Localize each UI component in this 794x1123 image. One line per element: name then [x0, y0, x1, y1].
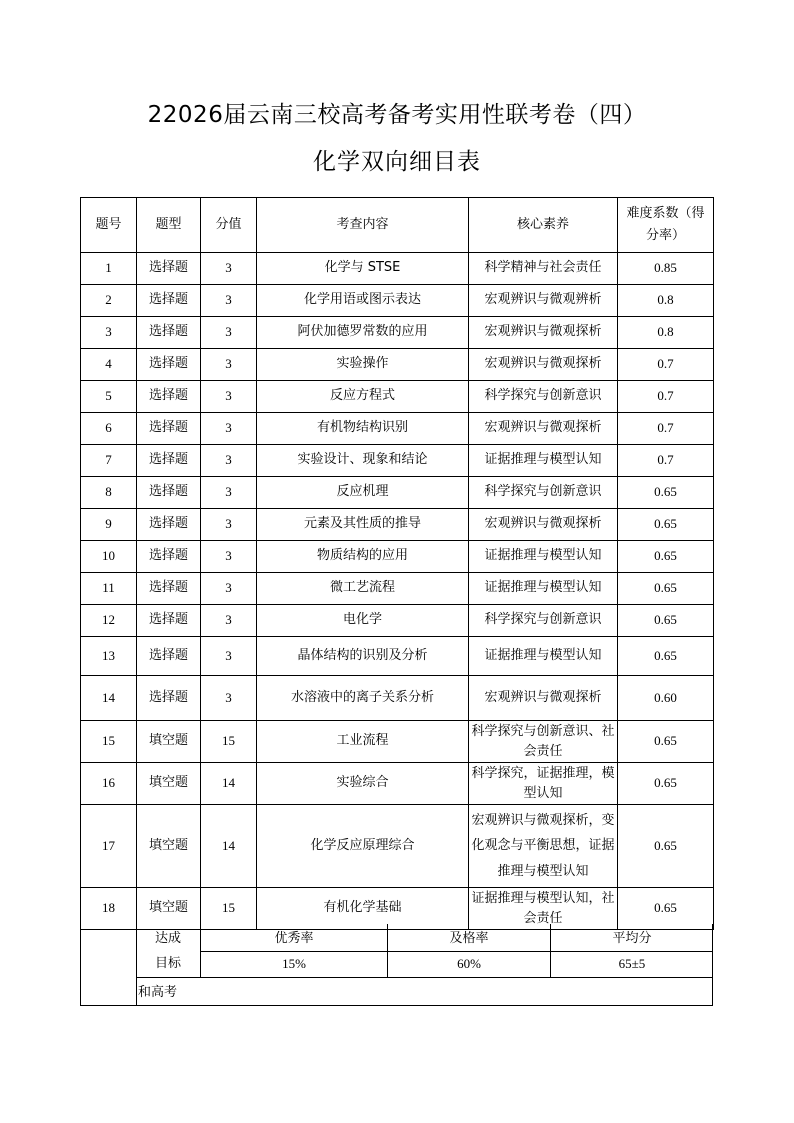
question-score: 3 [201, 285, 257, 317]
difficulty-value: 0.65 [618, 763, 714, 805]
question-score: 15 [201, 888, 257, 930]
pass-rate-label: 及格率 [387, 924, 550, 951]
question-score: 14 [201, 763, 257, 805]
header-core: 核心素养 [469, 198, 618, 253]
question-content: 实验综合 [257, 763, 469, 805]
core-literacy: 宏观辨识与微观探析 [469, 349, 618, 381]
question-type: 选择题 [137, 445, 201, 477]
core-literacy: 科学探究与创新意识、社会责任 [469, 721, 618, 763]
core-literacy: 宏观辨识与微观探析 [469, 676, 618, 721]
question-type: 选择题 [137, 477, 201, 509]
footer-blank-cell [81, 924, 137, 1005]
table-header-row [81, 198, 714, 253]
table-row [81, 285, 714, 317]
excellent-rate-value: 15% [200, 951, 387, 977]
table-row [81, 381, 714, 413]
question-content: 化学反应原理综合 [257, 805, 469, 888]
table-row [81, 349, 714, 381]
question-content: 化学与 STSE [257, 253, 469, 285]
question-type: 选择题 [137, 285, 201, 317]
question-content: 电化学 [257, 605, 469, 637]
core-literacy: 宏观辨识与微观探析，变化观念与平衡思想，证据推理与模型认知 [469, 805, 618, 888]
question-type: 选择题 [137, 317, 201, 349]
core-literacy: 宏观辨识与微观探析 [469, 509, 618, 541]
table-row [81, 541, 714, 573]
question-type: 选择题 [137, 637, 201, 676]
header-num: 题号 [81, 198, 137, 253]
question-content: 物质结构的应用 [257, 541, 469, 573]
question-content: 有机化学基础 [257, 888, 469, 930]
question-score: 3 [201, 676, 257, 721]
question-score: 3 [201, 381, 257, 413]
average-score-label: 平均分 [550, 924, 713, 951]
question-type: 选择题 [137, 349, 201, 381]
question-content: 微工艺流程 [257, 573, 469, 605]
question-content: 实验设计、现象和结论 [257, 445, 469, 477]
question-number: 18 [81, 888, 137, 930]
core-literacy: 科学探究与创新意识 [469, 605, 618, 637]
core-literacy: 证据推理与模型认知，社会责任 [469, 888, 618, 930]
question-type: 填空题 [137, 805, 201, 888]
difficulty-value: 0.65 [618, 605, 714, 637]
question-type: 选择题 [137, 573, 201, 605]
question-number: 17 [81, 805, 137, 888]
question-type: 选择题 [137, 676, 201, 721]
table-row [81, 477, 714, 509]
core-literacy: 证据推理与模型认知 [469, 445, 618, 477]
core-literacy: 科学探究与创新意识 [469, 381, 618, 413]
difficulty-value: 0.8 [618, 285, 714, 317]
core-literacy: 证据推理与模型认知 [469, 637, 618, 676]
question-number: 9 [81, 509, 137, 541]
header-type: 题型 [137, 198, 201, 253]
question-content: 反应机理 [257, 477, 469, 509]
question-number: 8 [81, 477, 137, 509]
core-literacy: 证据推理与模型认知 [469, 573, 618, 605]
table-row [81, 763, 714, 805]
question-type: 填空题 [137, 888, 201, 930]
table-row [81, 721, 714, 763]
table-row [81, 509, 714, 541]
question-score: 3 [201, 477, 257, 509]
question-number: 6 [81, 413, 137, 445]
achievement-goals [80, 924, 713, 1006]
difficulty-value: 0.65 [618, 477, 714, 509]
question-type: 选择题 [137, 541, 201, 573]
question-type: 选择题 [137, 413, 201, 445]
difficulty-value: 0.65 [618, 805, 714, 888]
question-content: 水溶液中的离子关系分析 [257, 676, 469, 721]
question-score: 15 [201, 721, 257, 763]
question-number: 1 [81, 253, 137, 285]
document-title: 22026届云南三校高考备考实用性联考卷（四） [147, 102, 647, 128]
difficulty-value: 0.85 [618, 253, 714, 285]
average-score-value: 65±5 [550, 951, 713, 977]
table-row [81, 317, 714, 349]
question-number: 2 [81, 285, 137, 317]
footer-note: 和高考 [138, 985, 178, 1000]
core-literacy: 科学精神与社会责任 [469, 253, 618, 285]
question-number: 16 [81, 763, 137, 805]
question-type: 选择题 [137, 381, 201, 413]
difficulty-value: 0.7 [618, 349, 714, 381]
difficulty-value: 0.7 [618, 381, 714, 413]
table-row [81, 445, 714, 477]
goal-label-bottom: 目标 [154, 956, 181, 971]
question-content: 反应方程式 [257, 381, 469, 413]
difficulty-value: 0.65 [618, 637, 714, 676]
document-subtitle: 化学双向细目表 [313, 149, 481, 175]
difficulty-value: 0.65 [618, 573, 714, 605]
question-number: 13 [81, 637, 137, 676]
difficulty-value: 0.7 [618, 445, 714, 477]
question-number: 11 [81, 573, 137, 605]
core-literacy: 科学探究与创新意识 [469, 477, 618, 509]
table-row [81, 805, 714, 888]
excellent-rate-label: 优秀率 [200, 924, 387, 951]
question-number: 12 [81, 605, 137, 637]
goal-grid [200, 924, 713, 978]
question-type: 填空题 [137, 763, 201, 805]
goal-label-top: 达成 [154, 931, 181, 946]
spec-table [80, 197, 714, 930]
question-score: 3 [201, 317, 257, 349]
difficulty-value: 0.8 [618, 317, 714, 349]
core-literacy: 宏观辨识与微观探析 [469, 317, 618, 349]
question-score: 3 [201, 637, 257, 676]
table-row [81, 676, 714, 721]
difficulty-value: 0.65 [618, 721, 714, 763]
question-number: 5 [81, 381, 137, 413]
core-literacy: 宏观辨识与微观探析 [469, 413, 618, 445]
header-difficulty: 难度系数（得分率） [618, 198, 714, 253]
question-type: 选择题 [137, 509, 201, 541]
question-number: 14 [81, 676, 137, 721]
table-row [81, 605, 714, 637]
question-score: 3 [201, 253, 257, 285]
table-row [81, 413, 714, 445]
difficulty-value: 0.65 [618, 509, 714, 541]
question-score: 3 [201, 605, 257, 637]
question-type: 填空题 [137, 721, 201, 763]
question-score: 3 [201, 509, 257, 541]
question-score: 3 [201, 413, 257, 445]
question-number: 10 [81, 541, 137, 573]
question-number: 7 [81, 445, 137, 477]
question-score: 3 [201, 573, 257, 605]
question-score: 3 [201, 541, 257, 573]
question-content: 元素及其性质的推导 [257, 509, 469, 541]
question-type: 选择题 [137, 605, 201, 637]
question-score: 3 [201, 349, 257, 381]
table-row [81, 637, 714, 676]
table-row [81, 573, 714, 605]
question-type: 选择题 [137, 253, 201, 285]
question-number: 3 [81, 317, 137, 349]
question-score: 14 [201, 805, 257, 888]
question-content: 阿伏加德罗常数的应用 [257, 317, 469, 349]
pass-rate-value: 60% [387, 951, 550, 977]
difficulty-value: 0.7 [618, 413, 714, 445]
question-content: 有机物结构识别 [257, 413, 469, 445]
core-literacy: 宏观辨识与微观辨析 [469, 285, 618, 317]
core-literacy: 科学探究，证据推理，模型认知 [469, 763, 618, 805]
core-literacy: 证据推理与模型认知 [469, 541, 618, 573]
table-row [81, 253, 714, 285]
difficulty-value: 0.65 [618, 541, 714, 573]
question-score: 3 [201, 445, 257, 477]
question-number: 15 [81, 721, 137, 763]
header-score: 分值 [201, 198, 257, 253]
question-number: 4 [81, 349, 137, 381]
difficulty-value: 0.65 [618, 888, 714, 930]
question-content: 化学用语或图示表达 [257, 285, 469, 317]
question-content: 晶体结构的识别及分析 [257, 637, 469, 676]
header-content: 考查内容 [257, 198, 469, 253]
question-content: 工业流程 [257, 721, 469, 763]
question-content: 实验操作 [257, 349, 469, 381]
difficulty-value: 0.60 [618, 676, 714, 721]
